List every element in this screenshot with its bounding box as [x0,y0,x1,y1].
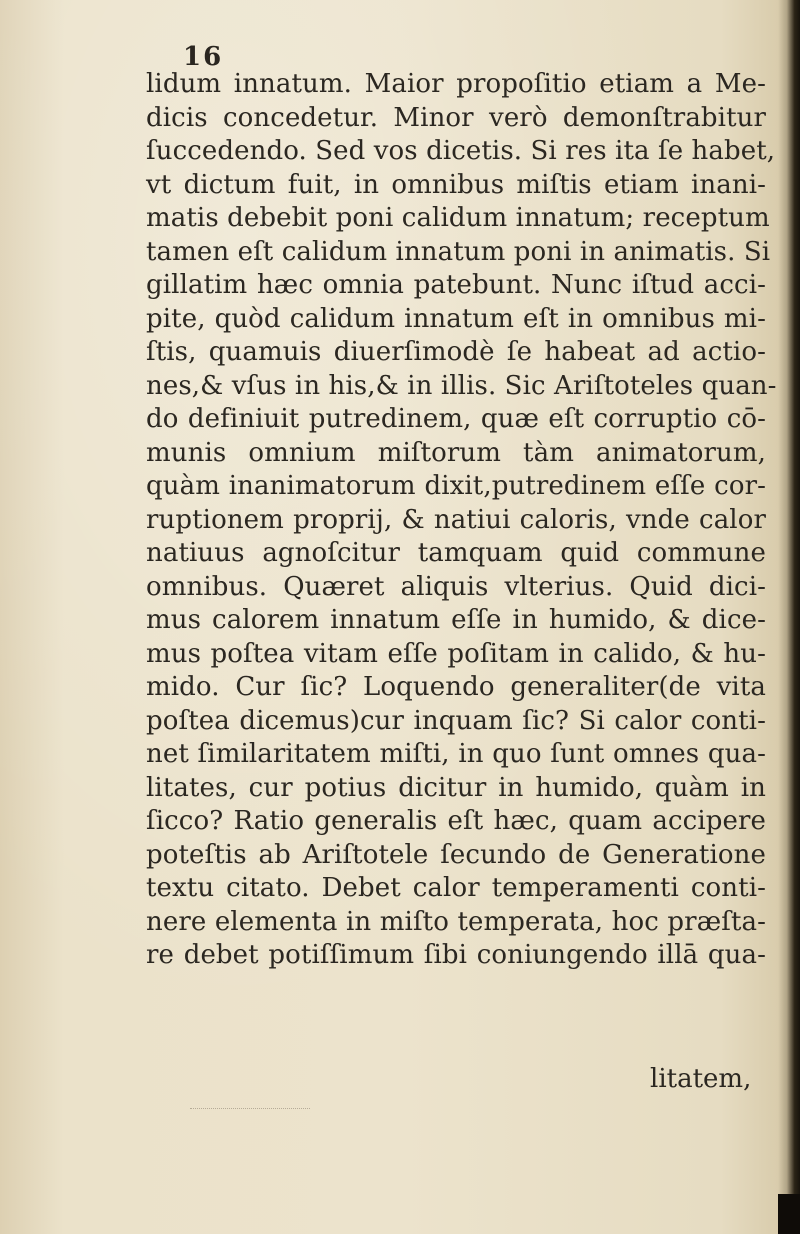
text-line: nere elementa in miſto temperata, hoc præſta- [146,906,766,937]
catchword: litatem, [650,1064,752,1094]
text-line: nes,& vſus in his,& in illis. Sic Ariſtoteles quan- [146,370,777,401]
text-line: vt dictum fuit, in omnibus miſtis etiam inani- [146,169,766,200]
text-line: dicis concedetur. Minor verò demonſtrabitur [146,102,766,133]
text-line: natiuus agnoſcitur tamquam quid commune [146,538,766,568]
page-number: 16 [183,42,224,72]
text-line: omnibus. Quæret aliquis vlterius. Quid dici- [146,571,766,602]
text-line: poſtea dicemus)cur inquam ſic? Si calor conti- [146,705,766,736]
text-line: litates, cur potius dicitur in humido, quàm in [146,772,766,803]
text-line: quàm inanimatorum dixit,putredinem eſſe cor- [146,471,766,501]
text-line: matis debebit poni calidum innatum; receptum [146,203,770,233]
text-line: gillatim hæc omnia patebunt. Nunc iſtud acci- [146,270,766,300]
text-line: re debet potiſſimum ſibi coniungendo illā qua- [146,940,766,970]
text-line: mido. Cur ſic? Loquendo generaliter(de vita [146,672,766,702]
binding-shadow [778,1194,800,1234]
text-line: poteſtis ab Ariſtotele ſecundo de Generatione [146,839,766,870]
text-line: lidum innatum. Maior propoſitio etiam a Me- [146,69,766,99]
text-line: mus calorem innatum eſſe in humido, & dice- [146,605,766,635]
text-line: ſtis, quamuis diuerſimodè ſe habeat ad actio- [146,337,766,367]
text-line: pite, quòd calidum innatum eſt in omnibus mi- [146,303,766,334]
text-line: ruptionem proprij, & natiui caloris, vnde calor [146,504,766,535]
text-line: textu citato. Debet calor temperamenti conti- [146,873,766,903]
book-spine-edge [778,0,800,1234]
text-line: ſuccedendo. Sed vos dicetis. Si res ita ſe habet, [146,136,776,166]
text-line: ſicco? Ratio generalis eſt hæc, quam accipere [146,806,766,836]
text-line: mus poſtea vitam eſſe poſitam in calido, & hu- [146,638,766,669]
body-text [146,68,777,973]
text-line: do definiuit putredinem, quæ eſt corruptio cō- [146,404,766,434]
text-line: net ſimilaritatem miſti, in quo ſunt omnes qua- [146,739,766,769]
text-line: munis omnium miſtorum tàm animatorum, [146,437,766,468]
text-line: tamen eſt calidum innatum poni in animatis. Si [146,236,771,267]
ink-smudge [190,1108,310,1117]
